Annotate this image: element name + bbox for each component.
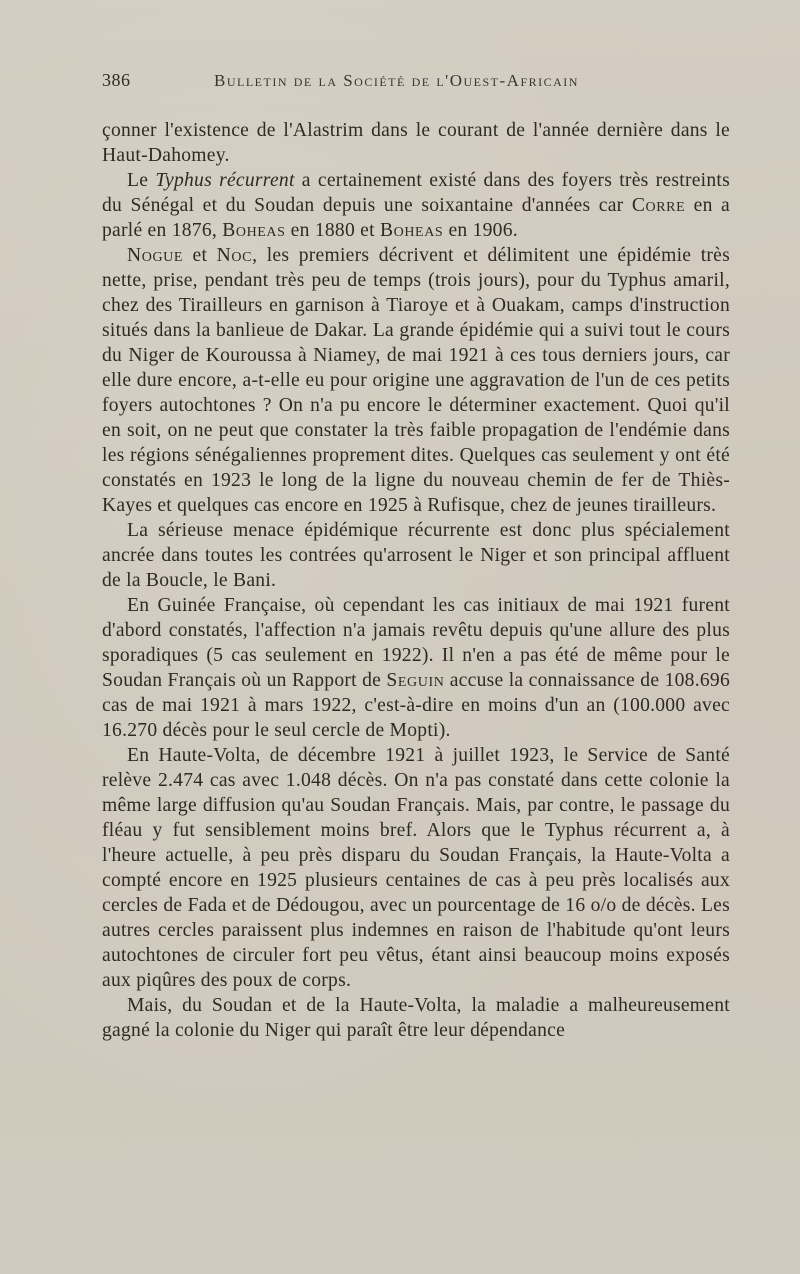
text-segment: Mais, du Soudan et de la Haute-Volta, la maladie a malheureusement gagné la colonie du Niger qui paraît être leur dépendance — [102, 995, 730, 1041]
paragraph — [102, 118, 730, 168]
text-segment: En Haute-Volta, de décembre 1921 à juillet 1923, le Service de Santé relève 2.474 cas avec 1.048 décès. On n'a pas constaté dans cette colonie la même large diffusion qu'au Soudan Français. Mais, par contre, le passage du fléau y fut sensiblement moins bref. Alors que le Typhus récurrent a, à l'heure actuelle, à peu près disparu du Soudan Français, la Haute-Volta a compté encore en 1925 plusieurs centaines de cas à peu près localisés aux cercles de Fada et de Dédougou, avec un pourcentage de 16 o/o de décès. Les autres cercles paraissent plus indemnes en raison de l'habitude qu'ont leurs autochtones de circuler fort peu vêtus, étant ainsi beaucoup moins exposés aux piqûres des poux de corps. — [102, 745, 730, 991]
text-segment: Le — [127, 170, 156, 191]
author-name: Corre — [631, 195, 686, 216]
journal-title: Bulletin de la Société de l'Ouest-Africain — [214, 71, 579, 90]
text-segment: , les premiers décrivent et délimitent une épidémie très nette, prise, pendant très peu de temps (trois jours), pour du Typhus amaril, chez des Tirailleurs en garnison à Tiaroye et à Ouakam, camps d'instruction situés dans la banlieue de Dakar. La grande épidémie qui a suivi tout le cours du Niger de Kouroussa à Niamey, de mai 1921 à ces tous derniers jours, car elle dure encore, a-t-elle eu pour origine une aggravation de l'un de ces petits foyers autochtones ? On n'a pu encore le déterminer exactement. Quoi qu'il en soit, on ne peut que constater la très faible propagation de l'endémie dans les régions sénégaliennes proprement dites. Quelques cas seulement y ont été constatés en 1923 le long de la ligne du nouveau chemin de fer de Thiès-Kayes et quelques cas encore en 1925 à Rufisque, chez de jeunes tirailleurs. — [102, 245, 730, 516]
text-segment: en a parlé en 1876, — [102, 195, 730, 241]
text-segment: La sérieuse menace épidémique récurrente est donc plus spécialement ancrée dans toutes les contrées qu'arrosent le Niger et son principal affluent de la Boucle, le Bani. — [102, 520, 730, 591]
paragraph — [102, 993, 730, 1043]
author-name: Boheas — [379, 220, 444, 241]
text-segment: a certainement existé dans des foyers très restreints du Sénégal et du Soudan depuis une soixantaine d'années car — [102, 170, 730, 216]
author-name: Boheas — [222, 220, 286, 241]
running-head — [102, 70, 730, 100]
paragraph — [102, 743, 730, 993]
paragraph — [102, 518, 730, 593]
text-segment: et — [183, 245, 217, 266]
author-name: Seguin — [386, 670, 445, 691]
emphasis-text: Typhus récurrent — [155, 170, 295, 191]
page-number: 386 — [102, 70, 131, 90]
author-name: Nogue — [127, 245, 184, 266]
body-text — [102, 118, 730, 1043]
text-segment: en 1880 et — [285, 220, 380, 241]
paragraph — [102, 593, 730, 743]
text-segment: En Guinée Française, où cependant les cas initiaux de mai 1921 furent d'abord constatés, l'affection n'a jamais revêtu depuis qu'une allure des plus sporadiques (5 cas seulement en 1922). Il n'en a pas été de même pour le Soudan Français où un Rapport de — [102, 595, 730, 691]
text-segment: accuse la connaissance de 108.696 cas de mai 1921 à mars 1922, c'est-à-dire en moins d'un an (100.000 avec 16.270 décès pour le seul cercle de Mopti). — [102, 670, 730, 741]
text-segment: çonner l'existence de l'Alastrim dans le courant de l'année dernière dans le Haut-Dahomey. — [102, 120, 730, 166]
author-name: Noc — [216, 245, 253, 266]
text-segment: en 1906. — [443, 220, 518, 241]
paragraph — [102, 243, 730, 518]
paragraph — [102, 168, 730, 243]
